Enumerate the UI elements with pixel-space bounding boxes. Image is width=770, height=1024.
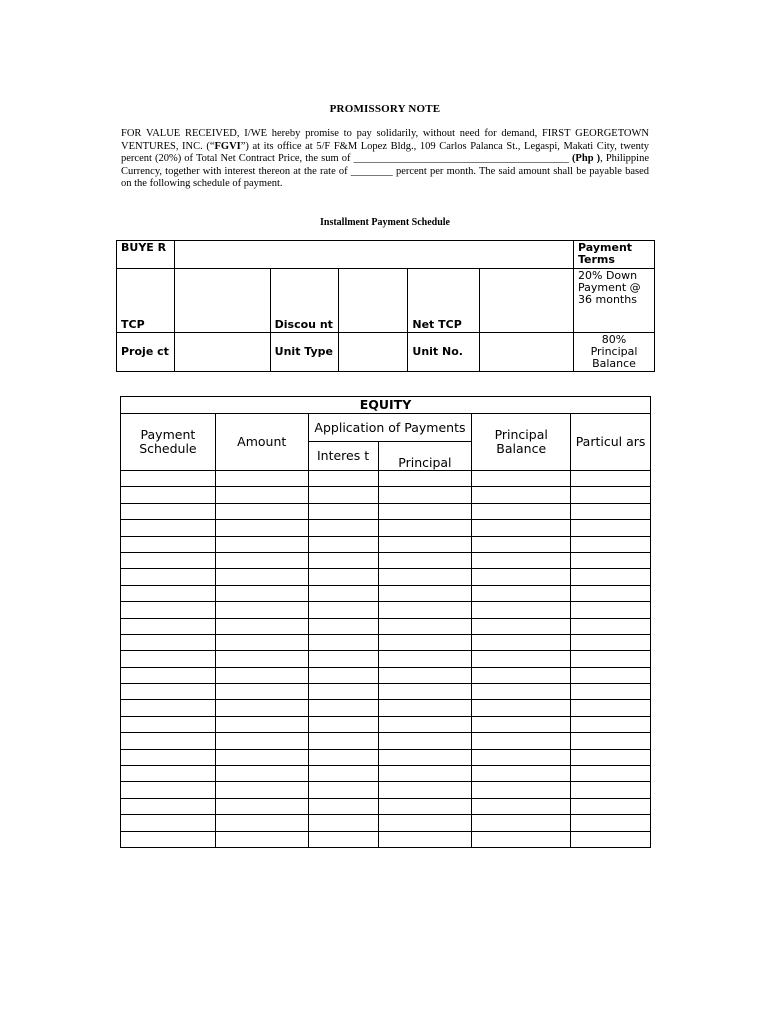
equity-table-cell[interactable] (308, 798, 378, 814)
equity-table-row (121, 536, 651, 552)
application-of-payments-header: Application of Payments (308, 414, 472, 442)
equity-table-cell[interactable] (378, 766, 472, 782)
equity-table-row (121, 831, 651, 847)
equity-table-cell[interactable] (472, 766, 571, 782)
equity-table-cell[interactable] (472, 618, 571, 634)
discount-label: Discou nt (270, 269, 338, 333)
equity-table-cell[interactable] (121, 602, 216, 618)
equity-table-cell[interactable] (472, 569, 571, 585)
equity-table-cell[interactable] (378, 552, 472, 568)
equity-table-cell[interactable] (472, 552, 571, 568)
equity-table-cell[interactable] (378, 831, 472, 847)
equity-table-cell[interactable] (571, 569, 651, 585)
equity-table-cell[interactable] (215, 471, 308, 487)
equity-table-cell[interactable] (472, 815, 571, 831)
equity-table-cell[interactable] (121, 471, 216, 487)
principal-balance-term: 80% Principal Balance (574, 333, 655, 372)
payment-schedule-header: Payment Schedule (121, 414, 216, 471)
equity-table-cell[interactable] (378, 716, 472, 732)
payment-terms-label: Payment Terms (574, 241, 655, 269)
equity-table-cell[interactable] (472, 700, 571, 716)
equity-table-cell[interactable] (308, 831, 378, 847)
promissory-paragraph (121, 128, 649, 191)
unit-type-label: Unit Type (270, 333, 338, 372)
unit-no-label: Unit No. (408, 333, 480, 372)
tcp-label: TCP (117, 269, 175, 333)
equity-table-cell[interactable] (215, 700, 308, 716)
equity-table-cell[interactable] (121, 749, 216, 765)
equity-table-row (121, 585, 651, 601)
project-label: Proje ct (117, 333, 175, 372)
equity-table-row (121, 651, 651, 667)
equity-table-cell[interactable] (571, 798, 651, 814)
equity-table-cell[interactable] (308, 602, 378, 618)
equity-table-cell[interactable] (121, 831, 216, 847)
equity-table-cell[interactable] (472, 749, 571, 765)
equity-table-cell[interactable] (571, 585, 651, 601)
equity-table-cell[interactable] (571, 766, 651, 782)
equity-table-cell[interactable] (378, 569, 472, 585)
equity-table-cell[interactable] (308, 536, 378, 552)
equity-table-cell[interactable] (378, 634, 472, 650)
equity-table-cell[interactable] (571, 634, 651, 650)
equity-table-cell[interactable] (121, 815, 216, 831)
tcp-field[interactable] (174, 269, 270, 333)
equity-table-cell[interactable] (378, 618, 472, 634)
equity-table-cell[interactable] (121, 487, 216, 503)
equity-table-cell[interactable] (472, 520, 571, 536)
equity-table-cell[interactable] (121, 651, 216, 667)
equity-table-cell[interactable] (472, 733, 571, 749)
equity-table-cell[interactable] (121, 536, 216, 552)
equity-table-row (121, 815, 651, 831)
equity-table-row (121, 798, 651, 814)
equity-table-row (121, 749, 651, 765)
equity-table-cell[interactable] (378, 684, 472, 700)
equity-table-cell[interactable] (472, 634, 571, 650)
equity-table-cell[interactable] (378, 798, 472, 814)
equity-table-cell[interactable] (472, 782, 571, 798)
equity-table-cell[interactable] (121, 667, 216, 683)
equity-table-cell[interactable] (378, 520, 472, 536)
equity-table-cell[interactable] (378, 503, 472, 519)
equity-table-cell[interactable] (308, 684, 378, 700)
equity-table-cell[interactable] (308, 487, 378, 503)
equity-table-cell[interactable] (215, 831, 308, 847)
equity-table-cell[interactable] (215, 798, 308, 814)
particulars-header: Particul ars (571, 414, 651, 471)
equity-table-cell[interactable] (215, 782, 308, 798)
equity-table-cell[interactable] (571, 651, 651, 667)
net-tcp-label: Net TCP (408, 269, 480, 333)
equity-table-cell[interactable] (571, 487, 651, 503)
equity-table-cell[interactable] (571, 667, 651, 683)
equity-table-cell[interactable] (215, 634, 308, 650)
equity-table-cell[interactable] (308, 552, 378, 568)
equity-table-cell[interactable] (571, 831, 651, 847)
equity-table-cell[interactable] (571, 700, 651, 716)
equity-table-cell[interactable] (215, 552, 308, 568)
equity-table-cell[interactable] (308, 471, 378, 487)
equity-table-cell[interactable] (308, 700, 378, 716)
equity-table-cell[interactable] (308, 716, 378, 732)
equity-table-row (121, 487, 651, 503)
amount-header: Amount (215, 414, 308, 471)
equity-table-cell[interactable] (215, 815, 308, 831)
unit-type-field[interactable] (338, 333, 408, 372)
equity-table-cell[interactable] (308, 569, 378, 585)
equity-table-cell[interactable] (571, 602, 651, 618)
paragraph-part-1: FOR VALUE RECEIVED, I/WE hereby promise to pay solidarily, without need for demand, FIRST GEORGETOWN VENTURES, INC. (“ (121, 128, 649, 152)
equity-table-cell[interactable] (571, 536, 651, 552)
equity-table-cell[interactable] (571, 733, 651, 749)
equity-table-cell[interactable] (308, 618, 378, 634)
equity-table-cell[interactable] (215, 651, 308, 667)
equity-table-cell[interactable] (378, 749, 472, 765)
equity-table-cell[interactable] (472, 585, 571, 601)
equity-table-cell[interactable] (308, 667, 378, 683)
buyer-label: BUYE R (117, 241, 175, 269)
equity-table-cell[interactable] (121, 700, 216, 716)
equity-table-cell[interactable] (215, 618, 308, 634)
equity-table-row (121, 618, 651, 634)
principal-balance-header: Principal Balance (472, 414, 571, 471)
equity-table-cell[interactable] (472, 716, 571, 732)
equity-table-cell[interactable] (472, 503, 571, 519)
equity-table-cell[interactable] (121, 585, 216, 601)
equity-table-cell[interactable] (472, 602, 571, 618)
php-label: (Php ) (571, 153, 601, 165)
equity-table-cell[interactable] (378, 471, 472, 487)
equity-table-row (121, 520, 651, 536)
project-field[interactable] (174, 333, 270, 372)
equity-table-cell[interactable] (571, 520, 651, 536)
principal-header: Principal (378, 442, 472, 471)
equity-table-cell[interactable] (308, 585, 378, 601)
equity-table-cell[interactable] (121, 733, 216, 749)
equity-table (120, 396, 651, 848)
equity-table-cell[interactable] (378, 585, 472, 601)
equity-table-cell[interactable] (472, 831, 571, 847)
equity-table-cell[interactable] (571, 471, 651, 487)
equity-table-cell[interactable] (472, 667, 571, 683)
equity-table-cell[interactable] (308, 782, 378, 798)
discount-field[interactable] (338, 269, 408, 333)
equity-table-cell[interactable] (215, 766, 308, 782)
equity-table-cell[interactable] (378, 651, 472, 667)
buyer-info-table (116, 240, 655, 372)
equity-table-cell[interactable] (308, 651, 378, 667)
equity-table-cell[interactable] (215, 716, 308, 732)
equity-table-cell[interactable] (121, 552, 216, 568)
equity-table-cell[interactable] (571, 618, 651, 634)
equity-table-cell[interactable] (215, 667, 308, 683)
equity-table-cell[interactable] (571, 782, 651, 798)
equity-table-cell[interactable] (378, 536, 472, 552)
equity-table-cell[interactable] (472, 651, 571, 667)
equity-table-cell[interactable] (308, 733, 378, 749)
equity-title: EQUITY (121, 397, 651, 414)
equity-table-row (121, 667, 651, 683)
equity-table-cell[interactable] (472, 536, 571, 552)
paragraph-part-3: , Philippine Currency, together with interest thereon at the rate of ________ percent per month. The said amount shall be payable based on the following schedule of payment. (121, 153, 650, 190)
equity-table-cell[interactable] (378, 487, 472, 503)
equity-table-cell[interactable] (121, 634, 216, 650)
equity-table-cell[interactable] (308, 815, 378, 831)
interest-header: Interes t (308, 442, 378, 471)
equity-table-cell[interactable] (121, 684, 216, 700)
equity-table-cell[interactable] (215, 733, 308, 749)
equity-table-row (121, 602, 651, 618)
equity-table-cell[interactable] (378, 782, 472, 798)
fgvi-abbreviation: FGVI (214, 140, 241, 152)
equity-table-cell[interactable] (121, 766, 216, 782)
equity-table-cell[interactable] (121, 716, 216, 732)
equity-table-cell[interactable] (121, 503, 216, 519)
equity-table-cell[interactable] (472, 684, 571, 700)
equity-table-cell[interactable] (308, 634, 378, 650)
equity-table-cell[interactable] (121, 569, 216, 585)
equity-table-cell[interactable] (571, 749, 651, 765)
equity-table-row (121, 733, 651, 749)
equity-table-cell[interactable] (121, 520, 216, 536)
equity-table-row (121, 634, 651, 650)
equity-table-cell[interactable] (215, 684, 308, 700)
equity-table-row (121, 700, 651, 716)
equity-table-row (121, 766, 651, 782)
equity-table-cell[interactable] (571, 815, 651, 831)
equity-table-cell[interactable] (472, 471, 571, 487)
equity-table-cell[interactable] (215, 585, 308, 601)
equity-table-row (121, 552, 651, 568)
net-tcp-field[interactable] (480, 269, 574, 333)
equity-table-row (121, 471, 651, 487)
equity-table-cell[interactable] (215, 536, 308, 552)
equity-table-cell[interactable] (571, 552, 651, 568)
equity-table-cell[interactable] (308, 766, 378, 782)
equity-table-cell[interactable] (215, 487, 308, 503)
equity-table-cell[interactable] (308, 503, 378, 519)
equity-table-cell[interactable] (571, 503, 651, 519)
equity-table-cell[interactable] (378, 733, 472, 749)
equity-table-cell[interactable] (472, 487, 571, 503)
equity-table-cell[interactable] (472, 798, 571, 814)
equity-table-row (121, 782, 651, 798)
equity-table-cell[interactable] (378, 700, 472, 716)
equity-table-row (121, 684, 651, 700)
paragraph-part-2: ”) at its office at 5/F F&M Lopez Bldg., 109 Carlos Palanca St., Legaspi, Makati City, twenty percent (20%) of Total Net Contract Price, the sum of _________________________________________ (121, 140, 650, 165)
equity-table-cell[interactable] (308, 520, 378, 536)
equity-table-cell[interactable] (308, 749, 378, 765)
equity-table-cell[interactable] (378, 815, 472, 831)
equity-table-row (121, 503, 651, 519)
schedule-title: Installment Payment Schedule (320, 217, 450, 228)
equity-table-cell[interactable] (215, 569, 308, 585)
buyer-name-field[interactable] (174, 241, 573, 269)
equity-table-cell[interactable] (121, 782, 216, 798)
unit-no-field[interactable] (480, 333, 574, 372)
equity-table-cell[interactable] (121, 618, 216, 634)
equity-table-cell[interactable] (378, 602, 472, 618)
equity-table-cell[interactable] (215, 602, 308, 618)
equity-table-row (121, 569, 651, 585)
equity-table-cell[interactable] (215, 749, 308, 765)
equity-table-cell[interactable] (571, 716, 651, 732)
equity-table-cell[interactable] (571, 684, 651, 700)
equity-table-cell[interactable] (215, 520, 308, 536)
down-payment-term: 20% Down Payment @ 36 months (574, 269, 655, 333)
equity-table-cell[interactable] (378, 667, 472, 683)
equity-table-row (121, 716, 651, 732)
equity-table-cell[interactable] (121, 798, 216, 814)
equity-table-cell[interactable] (215, 503, 308, 519)
document-title: PROMISSORY NOTE (329, 103, 441, 115)
